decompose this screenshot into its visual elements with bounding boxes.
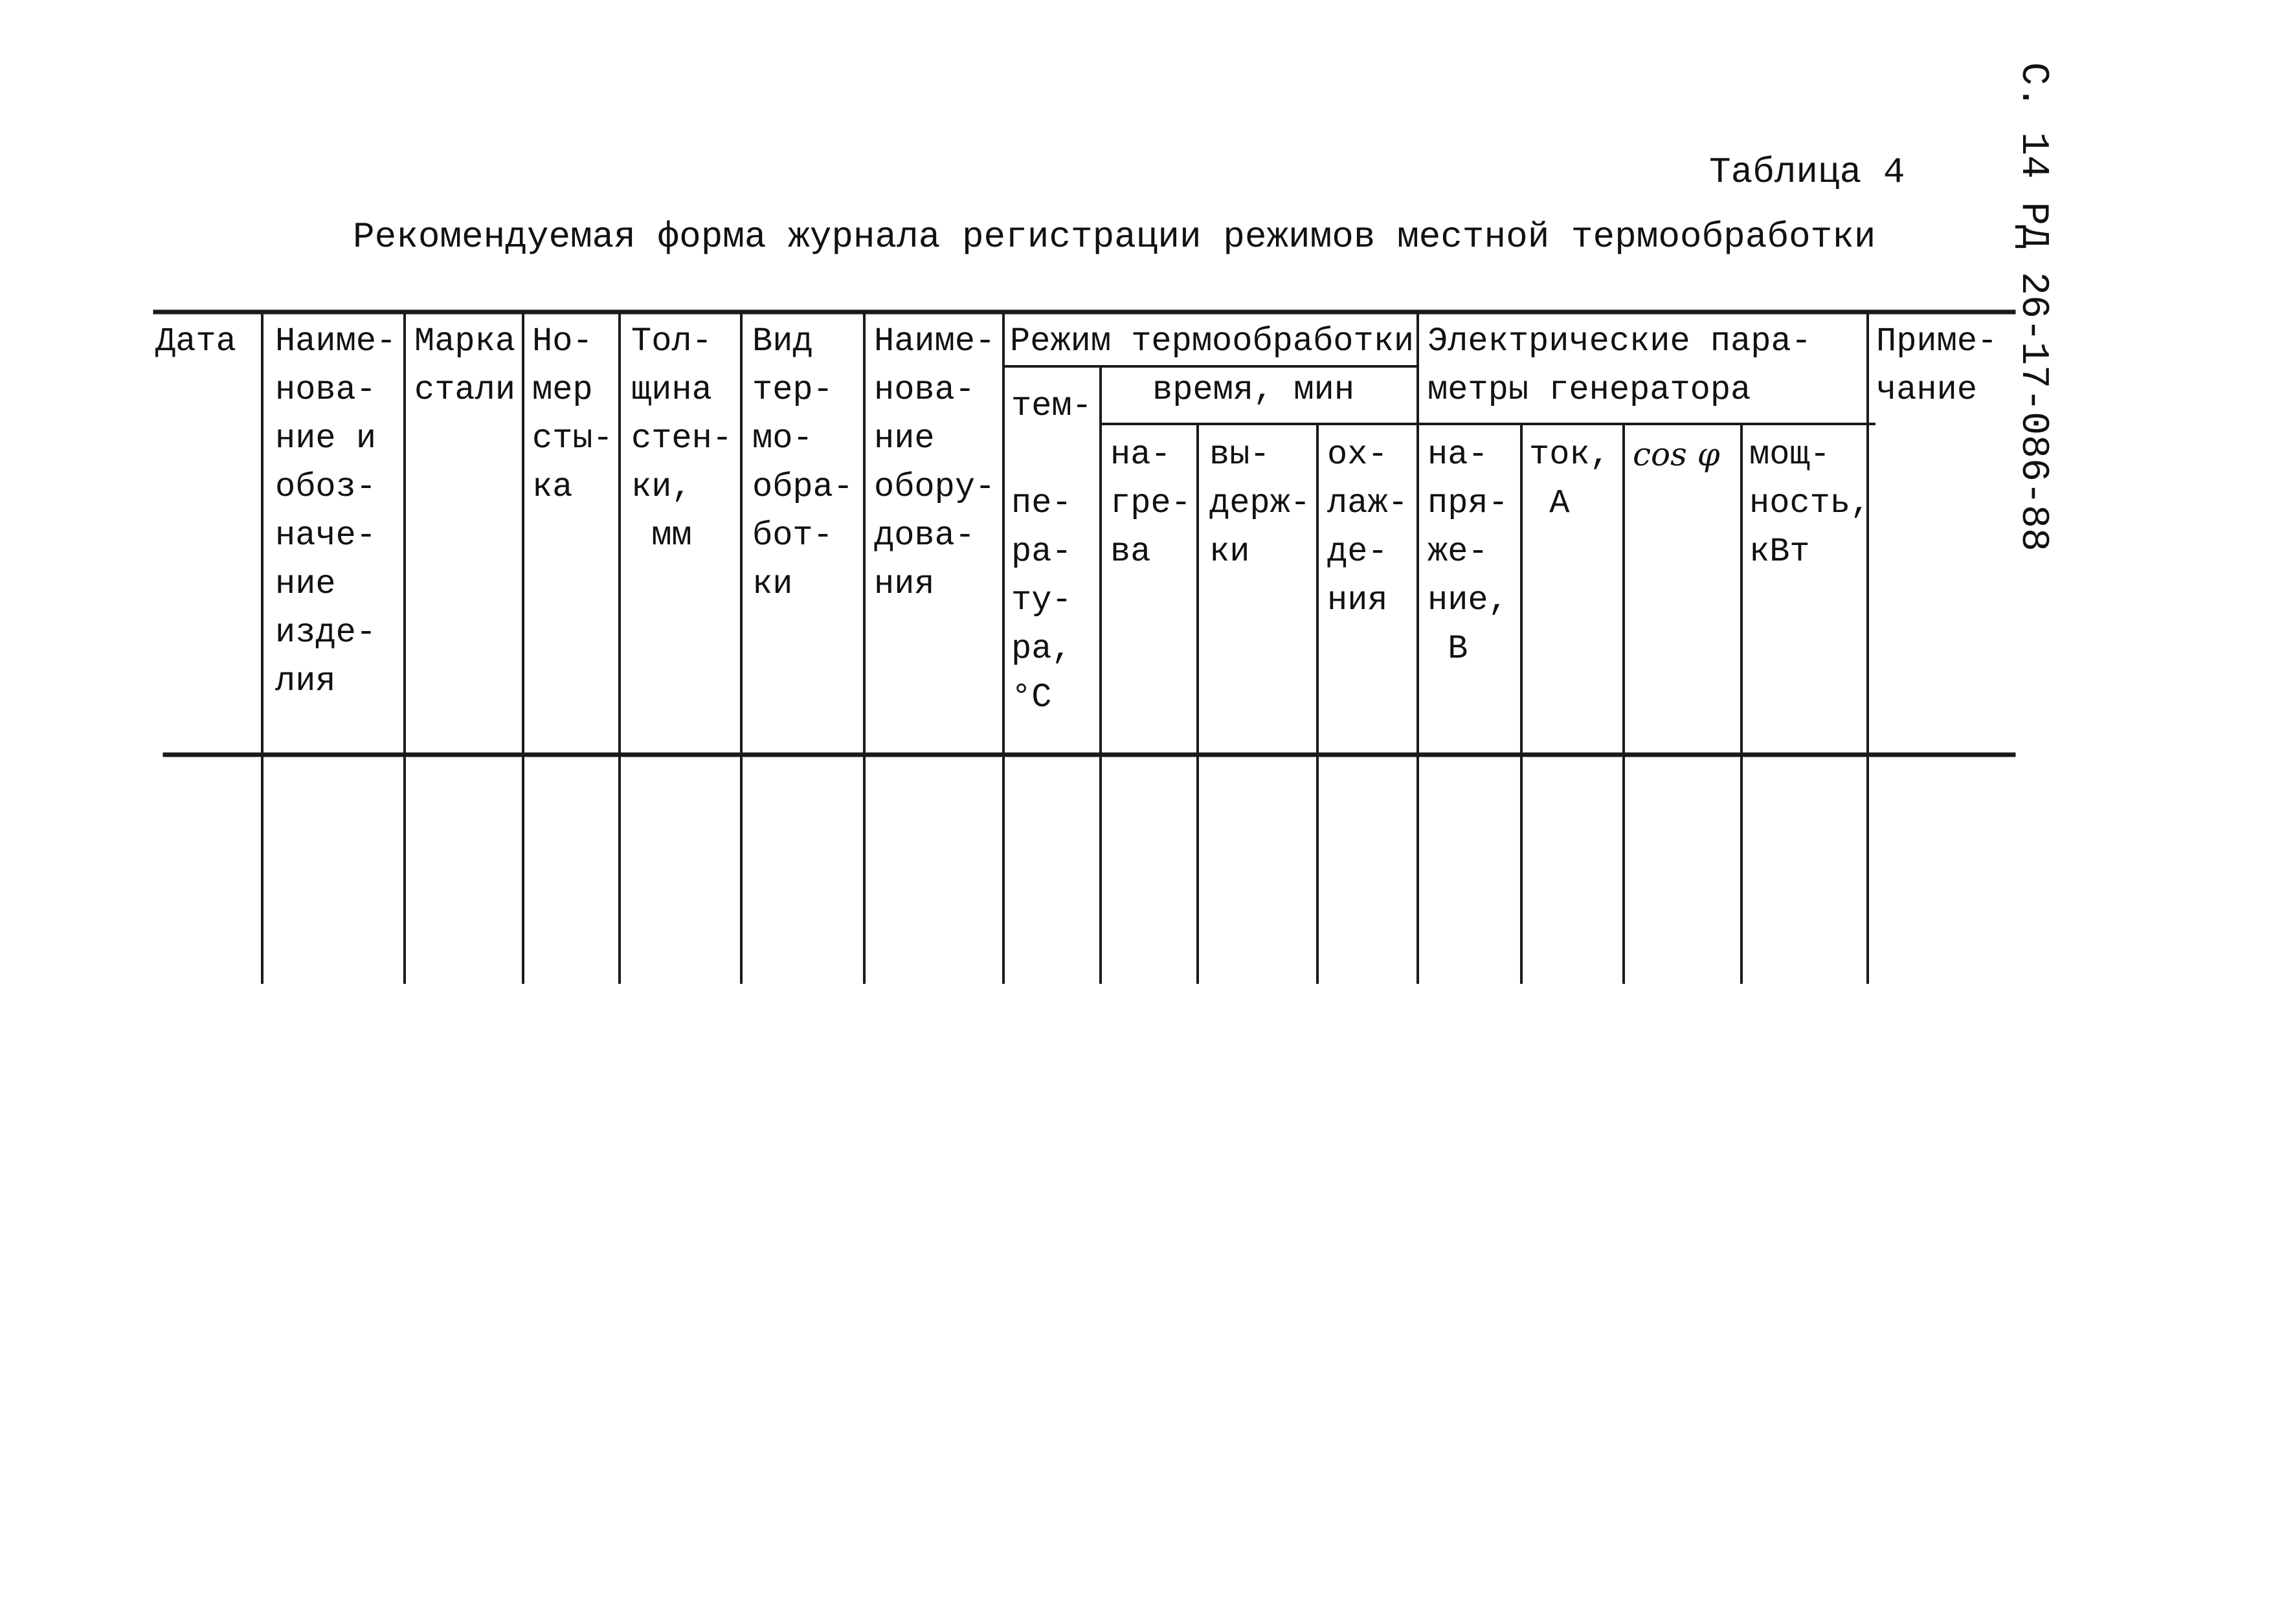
col-header-holding: вы- держ- ки xyxy=(1209,436,1311,571)
form-title: Рекомендуемая форма журнала регистрации режимов местной термообработки xyxy=(353,216,1876,258)
col-header-date: Дата xyxy=(155,322,236,361)
col-header-heating: на- гре- ва xyxy=(1110,436,1191,571)
col-header-product: Наиме- нова- ние и обоз- наче- ние изде- лия xyxy=(275,322,397,700)
col-header-note: Приме- чание xyxy=(1876,322,1998,409)
col-header-cooling: ох- лаж- де- ния xyxy=(1327,436,1408,619)
col-header-power: мощ- ность, кВт xyxy=(1749,436,1871,571)
group-header-time: время, мин xyxy=(1152,371,1355,409)
page-reference: С. 14 РД 26-17-086-88 xyxy=(2011,61,2055,552)
col-header-current: ток, А xyxy=(1529,436,1610,522)
group-header-electric: Электрические пара- метры генератора xyxy=(1428,322,1811,409)
col-header-equipment: Наиме- нова- ние обору- дова- ния xyxy=(874,322,996,603)
col-header-steel: Марка стали xyxy=(414,322,516,409)
col-header-cos-phi: cos φ xyxy=(1633,436,1720,473)
col-header-joint: Но- мер сты- ка xyxy=(532,322,613,506)
group-header-mode: Режим термообработки xyxy=(1010,322,1415,361)
col-header-voltage: на- пря- же- ние, В xyxy=(1428,436,1508,668)
table-label: Таблица 4 xyxy=(1709,151,1905,193)
col-header-thickness: Тол- щина стен- ки, мм xyxy=(631,322,733,555)
col-header-temperature: тем- пе- ра- ту- ра, °C xyxy=(1011,387,1092,717)
col-header-treatment-type: Вид тер- мо- обра- бот- ки xyxy=(752,322,854,603)
